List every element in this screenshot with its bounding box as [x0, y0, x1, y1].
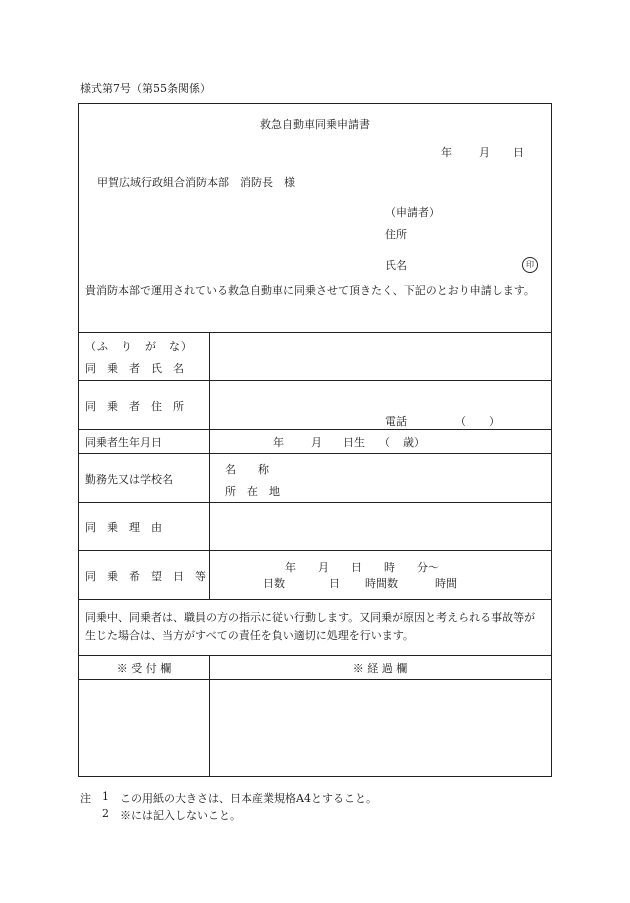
phone-label: 電話 [385, 415, 407, 428]
applicant-address-label: 住所 [385, 228, 407, 241]
application-form [78, 103, 552, 777]
workplace-name-label: 名 称 [225, 463, 269, 476]
hours-label: 時間数 [365, 577, 398, 590]
divider [79, 599, 551, 600]
divider [79, 332, 551, 333]
progress-label: ※ 経 過 欄 [352, 662, 408, 675]
date-year: 年 [441, 146, 452, 159]
note-1-text: この用紙の大きさは、日本産業規格A4とすること。 [120, 792, 377, 805]
note-2-text: ※には記入しないこと。 [120, 809, 241, 822]
applicant-name-label: 氏名 [385, 259, 407, 272]
birthdate-label: 同乗者生年月日 [85, 436, 162, 449]
workplace-label: 勤務先又は学校名 [85, 473, 173, 486]
divider [79, 380, 551, 381]
workplace-location-label: 所 在 地 [225, 485, 280, 498]
birth-day: 日生 [343, 436, 365, 449]
agreement-text: 同乗中、同乗者は、職員の方の指示に従い行動します。又同乗が原因と考えられる事故等が生じた場合は、当方がすべての責任を負い適切に処理を行います。 [85, 611, 536, 642]
notes-prefix: 注 [80, 792, 91, 805]
form-title: 救急自動車同乗申請書 [260, 118, 370, 131]
request-text: 貴消防本部で運用されている救急自動車に同乗させて頂きたく、下記のとおり申請します。 [85, 284, 535, 297]
furigana-label: （ふ り が な） [85, 340, 193, 353]
divider [79, 679, 551, 680]
column-divider [209, 332, 210, 599]
age-close: 歳） [403, 436, 425, 449]
note-2-number: 2 [102, 807, 109, 820]
seal-icon: 印 [522, 257, 538, 273]
reception-label: ※ 受 付 欄 [116, 662, 172, 675]
phone-paren-open: （ [455, 415, 466, 428]
companion-name-label: 同 乗 者 氏 名 [85, 362, 184, 375]
reason-label: 同 乗 理 由 [85, 521, 162, 534]
birth-month: 月 [311, 436, 322, 449]
desired-date-label: 同 乗 希 望 日 等 [85, 570, 206, 583]
applicant-heading: （申請者） [385, 206, 440, 219]
date-day: 日 [513, 146, 524, 159]
days-label: 日数 [263, 577, 285, 590]
divider [79, 655, 551, 656]
divider [79, 429, 551, 430]
form-number: 様式第7号（第55条関係） [80, 82, 211, 95]
birth-year: 年 [273, 436, 284, 449]
age-open: （ [379, 436, 390, 449]
hours-unit: 時間 [435, 577, 457, 590]
divider [79, 453, 551, 454]
divider [79, 502, 551, 503]
phone-paren-close: ） [489, 415, 500, 428]
days-unit: 日 [329, 577, 340, 590]
companion-address-label: 同 乗 者 住 所 [85, 400, 184, 413]
addressee: 甲賀広域行政組合消防本部 消防長 様 [97, 176, 295, 189]
note-1-number: 1 [102, 790, 109, 803]
date-month: 月 [479, 146, 490, 159]
divider [79, 550, 551, 551]
desired-datetime: 年 月 日 時 分～ [285, 561, 439, 574]
